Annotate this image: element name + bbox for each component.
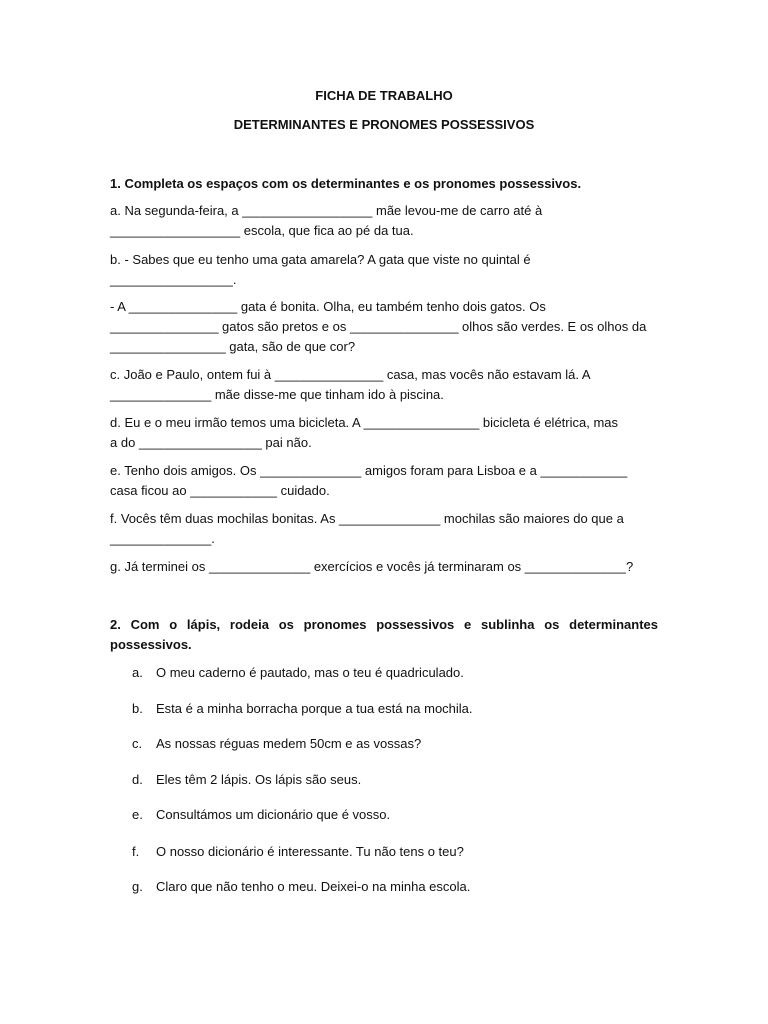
list-item-text: Claro que não tenho o meu. Deixei-o na minha escola. [156, 879, 471, 894]
exercise-line: - A _______________ gata é bonita. Olha, eu também tenho dois gatos. Os [110, 299, 546, 314]
exercise-item-e [110, 461, 658, 501]
list-item [132, 771, 652, 789]
exercise-item-d [110, 413, 658, 453]
exercise-line: ________________ gata, são de que cor? [110, 339, 356, 354]
list-item-label: b. [132, 701, 143, 716]
list-item-text: Consultámos um dicionário que é vosso. [156, 807, 391, 822]
section1-heading: 1. Completa os espaços com os determinantes e os pronomes possessivos. [110, 176, 582, 191]
worksheet-title: FICHA DE TRABALHO [315, 88, 453, 103]
list-item-label: c. [132, 736, 143, 751]
section2-heading: 2. Com o lápis, rodeia os pronomes possessivos e sublinha os determinantes possessivos. [110, 617, 658, 652]
list-item [132, 664, 652, 682]
list-item [132, 843, 652, 861]
exercise-item-a [110, 201, 658, 241]
exercise-line: f. Vocês têm duas mochilas bonitas. As ______________ mochilas são maiores do que a [110, 511, 624, 526]
exercise-line: ______________ mãe disse-me que tinham ido à piscina. [110, 387, 444, 402]
exercise-line: d. Eu e o meu irmão temos uma bicicleta. A ________________ bicicleta é elétrica, mas [110, 415, 619, 430]
list-item-text: Esta é a minha borracha porque a tua está na mochila. [156, 701, 473, 716]
list-item-text: O nosso dicionário é interessante. Tu não tens o teu? [156, 844, 464, 859]
list-item-label: a. [132, 665, 143, 680]
exercise-item-g [110, 557, 658, 577]
exercise-item-b [110, 250, 658, 290]
worksheet-subtitle: DETERMINANTES E PRONOMES POSSESSIVOS [233, 117, 535, 132]
exercise-line: a. Na segunda-feira, a __________________ mãe levou-me de carro até à [110, 203, 543, 218]
exercise-line: __________________ escola, que fica ao pé da tua. [110, 223, 414, 238]
list-item-text: As nossas réguas medem 50cm e as vossas? [156, 736, 422, 751]
exercise-line: ______________. [110, 531, 215, 546]
exercise-line: _______________ gatos são pretos e os _______________ olhos são verdes. E os olhos da [110, 319, 647, 334]
exercise-item-c [110, 365, 658, 405]
exercise-line: b. - Sabes que eu tenho uma gata amarela? A gata que viste no quintal é [110, 252, 531, 267]
list-item-label: g. [132, 879, 143, 894]
exercise-line: casa ficou ao ____________ cuidado. [110, 483, 330, 498]
exercise-line: e. Tenho dois amigos. Os ______________ amigos foram para Lisboa e a ____________ [110, 463, 628, 478]
list-item [132, 806, 652, 824]
list-item-label: f. [132, 844, 140, 859]
list-item [132, 735, 652, 753]
exercise-line: _________________. [110, 272, 237, 287]
list-item-text: Eles têm 2 lápis. Os lápis são seus. [156, 772, 362, 787]
list-item-label: e. [132, 807, 143, 822]
exercise-line: a do _________________ pai não. [110, 435, 312, 450]
list-item-label: d. [132, 772, 143, 787]
list-item-text: O meu caderno é pautado, mas o teu é quadriculado. [156, 665, 464, 680]
exercise-line: c. João e Paulo, ontem fui à _______________ casa, mas vocês não estavam lá. A [110, 367, 591, 382]
list-item [132, 878, 652, 896]
exercise-item-b-continued [110, 297, 658, 357]
list-item [132, 700, 652, 718]
exercise-line: g. Já terminei os ______________ exercícios e vocês já terminaram os ______________? [110, 559, 634, 574]
exercise-item-f [110, 509, 658, 549]
